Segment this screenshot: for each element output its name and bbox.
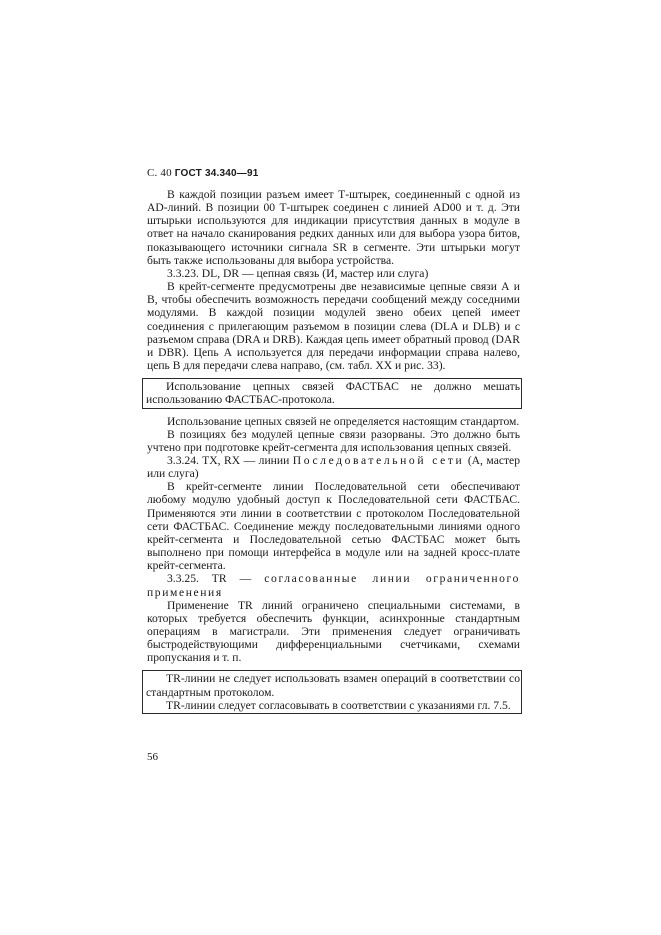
note-chain-text: Использование цепных связей ФАСТБАС не должно мешать использованию ФАСТБАС-протокола. <box>146 380 520 407</box>
heading-3-3-25-number: 3.3.25. TR — <box>167 572 252 586</box>
paragraph-tr-lines: Применение TR линий ограничено специальными системами, в которых требуется обеспечить функции, асинхронные стандартным операциям в магистрали. Эти применения следует ограничивать быстродействующими дифференциальными счетчиками, схемами пропускания и т. п. <box>147 598 520 665</box>
section-heading-3-3-24 <box>147 454 520 480</box>
paragraph-daisy-chain: В крейт-сегменте предусмотрены две независимые цепные связи А и В, чтобы обеспечить возможность передачи сообщений между соседними модулями. В каждой позиции модулей звено обеих цепей имеет соединения с прилегающим разъемом в позиции слева (DLA и DLB) и с разъемом справа (DRA и DRB). Каждая цепь имеет обратный провод (DAR и DBR). Цепь А используется для передачи информации справа налево, цепь В для передачи слева направо, (см. табл. XX и рис. 33). <box>147 280 520 373</box>
paragraph-serial-network: В крейт-сегменте линии Последовательной сети обеспечивают любому модулю удобный доступ к Последовательной сети ФАСТБАС. Применяются эти линии в соответствии с протоколом Последовательной сети ФАСТБАС. Соединение между последовательными линиями одного крейт-сегмента и Последовательной сетью ФАСТБАС может быть выполнено при помощи интерфейса в модуле или на задней кросс-плате крейт-сегмента. <box>147 480 520 573</box>
paragraph-chain-usage: Использование цепных связей не определяется настоящим стандартом. <box>167 414 520 428</box>
page-number: 56 <box>147 751 158 763</box>
section-heading-3-3-25 <box>147 572 520 598</box>
note-box-tr <box>142 672 520 711</box>
note-box-chain <box>142 380 520 406</box>
note-tr-text-2: TR-линии следует согласовывать в соответствии с указаниями гл. 7.5. <box>166 698 511 712</box>
note-tr-text-1: TR-линии не следует использовать взамен операций в соответствии со стандартным протоколом. <box>146 672 520 699</box>
paragraph-t-pins: В каждой позиции разъем имеет Т-штырек, соединенный с одной из AD-линий. В позиции 00 Т-штырек соединен с линией AD00 и т. д. Эти штырьки используются для индикации присутствия данных в модуле в ответ на начало сканирования редких данных или для выбора узора битов, показывающего источники сигнала SR в сегменте. Эти штырьки могут быть также использованы для выбора устройства. <box>147 188 520 267</box>
heading-3-3-24-title: Последовательной сети <box>292 453 465 467</box>
heading-3-3-25-title: согласованные линии ограниченного применения <box>147 572 520 599</box>
standard-designation: ГОСТ 34.340—91 <box>174 168 259 179</box>
page-label: С. 40 <box>147 167 172 179</box>
paragraph-empty-slots: В позициях без модулей цепные связи разорваны. Это должно быть учтено при подготовке крейт-сегмента для использования цепных связей. <box>147 427 520 454</box>
page-body <box>147 188 520 712</box>
heading-3-3-24-number: 3.3.24. TX, RX — линии <box>167 453 290 467</box>
page-header <box>147 167 258 179</box>
section-heading-3-3-23: 3.3.23. DL, DR — цепная связь (И, мастер или слуга) <box>167 266 429 280</box>
heading-3-3-24-tail: (А, мастер или слуга) <box>147 453 520 481</box>
